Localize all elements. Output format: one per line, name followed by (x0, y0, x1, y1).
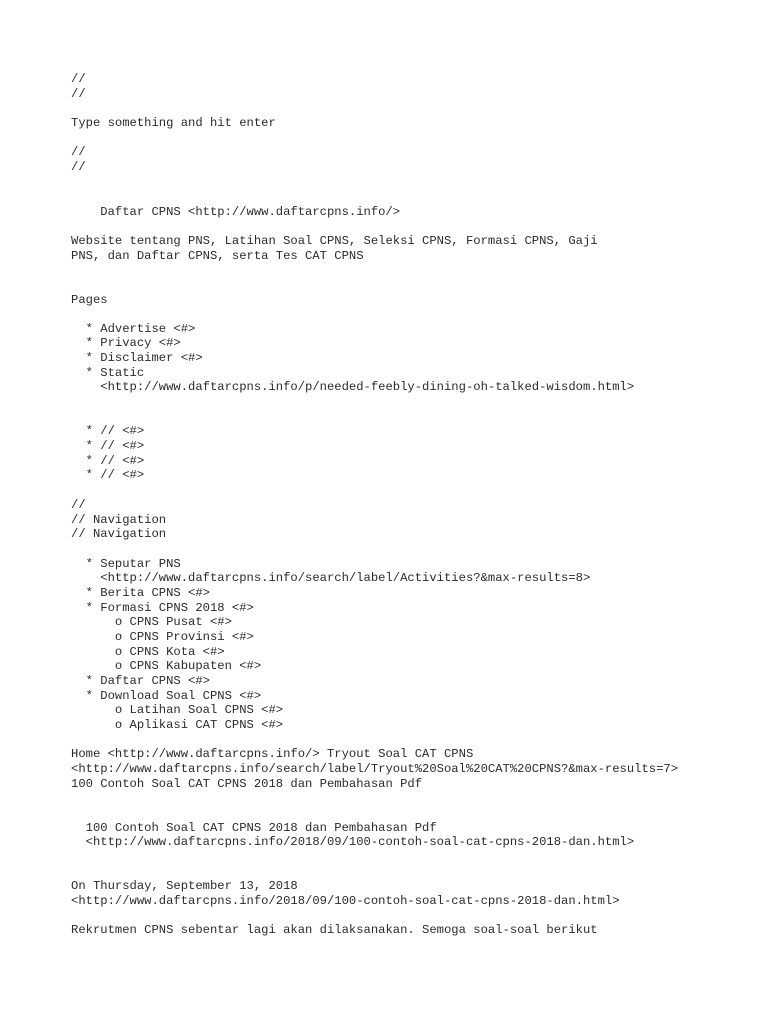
post-title[interactable]: 100 Contoh Soal CAT CPNS 2018 dan Pembahasan Pdf (71, 821, 437, 835)
pages-item-privacy[interactable]: * Privacy <#> (71, 336, 181, 350)
breadcrumb[interactable]: Home <http://www.daftarcpns.info/> Tryout Soal CAT CPNS (71, 747, 474, 761)
site-description: PNS, dan Daftar CPNS, serta Tes CAT CPNS (71, 249, 364, 263)
nav-subitem-latihan-soal[interactable]: o Latihan Soal CPNS <#> (71, 703, 284, 717)
nav-item-seputar-pns-url[interactable]: <http://www.daftarcpns.info/search/label/Activities?&max-results=8> (71, 571, 591, 585)
site-description: Website tentang PNS, Latihan Soal CPNS, Seleksi CPNS, Formasi CPNS, Gaji (71, 234, 598, 248)
social-link[interactable]: * // <#> (71, 439, 145, 453)
nav-item-formasi-cpns[interactable]: * Formasi CPNS 2018 <#> (71, 601, 254, 615)
post-body: Rekrutmen CPNS sebentar lagi akan dilaksanakan. Semoga soal-soal berikut (71, 923, 598, 937)
nav-item-daftar-cpns[interactable]: * Daftar CPNS <#> (71, 674, 210, 688)
pages-item-disclaimer[interactable]: * Disclaimer <#> (71, 351, 203, 365)
comment-line: // (71, 72, 86, 86)
pages-heading: Pages (71, 293, 108, 307)
nav-subitem-cpns-provinsi[interactable]: o CPNS Provinsi <#> (71, 630, 254, 644)
nav-item-seputar-pns[interactable]: * Seputar PNS (71, 557, 181, 571)
nav-item-berita-cpns[interactable]: * Berita CPNS <#> (71, 586, 210, 600)
comment-line: // (71, 160, 86, 174)
breadcrumb[interactable]: <http://www.daftarcpns.info/search/label/Tryout%20Soal%20CAT%20CPNS?&max-results=7> (71, 762, 679, 776)
social-link[interactable]: * // <#> (71, 454, 145, 468)
site-title-link[interactable]: Daftar CPNS <http://www.daftarcpns.info/> (71, 205, 401, 219)
social-link[interactable]: * // <#> (71, 468, 145, 482)
social-link[interactable]: * // <#> (71, 424, 145, 438)
post-date: On Thursday, September 13, 2018 (71, 879, 298, 893)
pages-item-advertise[interactable]: * Advertise <#> (71, 322, 196, 336)
nav-subitem-aplikasi-cat[interactable]: o Aplikasi CAT CPNS <#> (71, 718, 284, 732)
pages-item-static[interactable]: * Static (71, 366, 145, 380)
post-date-url[interactable]: <http://www.daftarcpns.info/2018/09/100-contoh-soal-cat-cpns-2018-dan.html> (71, 894, 620, 908)
comment-line: // (71, 498, 86, 512)
search-prompt[interactable]: Type something and hit enter (71, 116, 276, 130)
nav-subitem-cpns-pusat[interactable]: o CPNS Pusat <#> (71, 615, 232, 629)
nav-subitem-cpns-kabupaten[interactable]: o CPNS Kabupaten <#> (71, 659, 262, 673)
navigation-heading: // Navigation (71, 527, 167, 541)
nav-item-download-soal[interactable]: * Download Soal CPNS <#> (71, 689, 262, 703)
navigation-heading: // Navigation (71, 513, 167, 527)
nav-subitem-cpns-kota[interactable]: o CPNS Kota <#> (71, 645, 225, 659)
comment-line: // (71, 87, 86, 101)
post-title-url[interactable]: <http://www.daftarcpns.info/2018/09/100-contoh-soal-cat-cpns-2018-dan.html> (71, 835, 635, 849)
breadcrumb: 100 Contoh Soal CAT CPNS 2018 dan Pembahasan Pdf (71, 777, 423, 791)
pages-item-static-url[interactable]: <http://www.daftarcpns.info/p/needed-feebly-dining-oh-talked-wisdom.html> (71, 380, 635, 394)
comment-line: // (71, 145, 86, 159)
